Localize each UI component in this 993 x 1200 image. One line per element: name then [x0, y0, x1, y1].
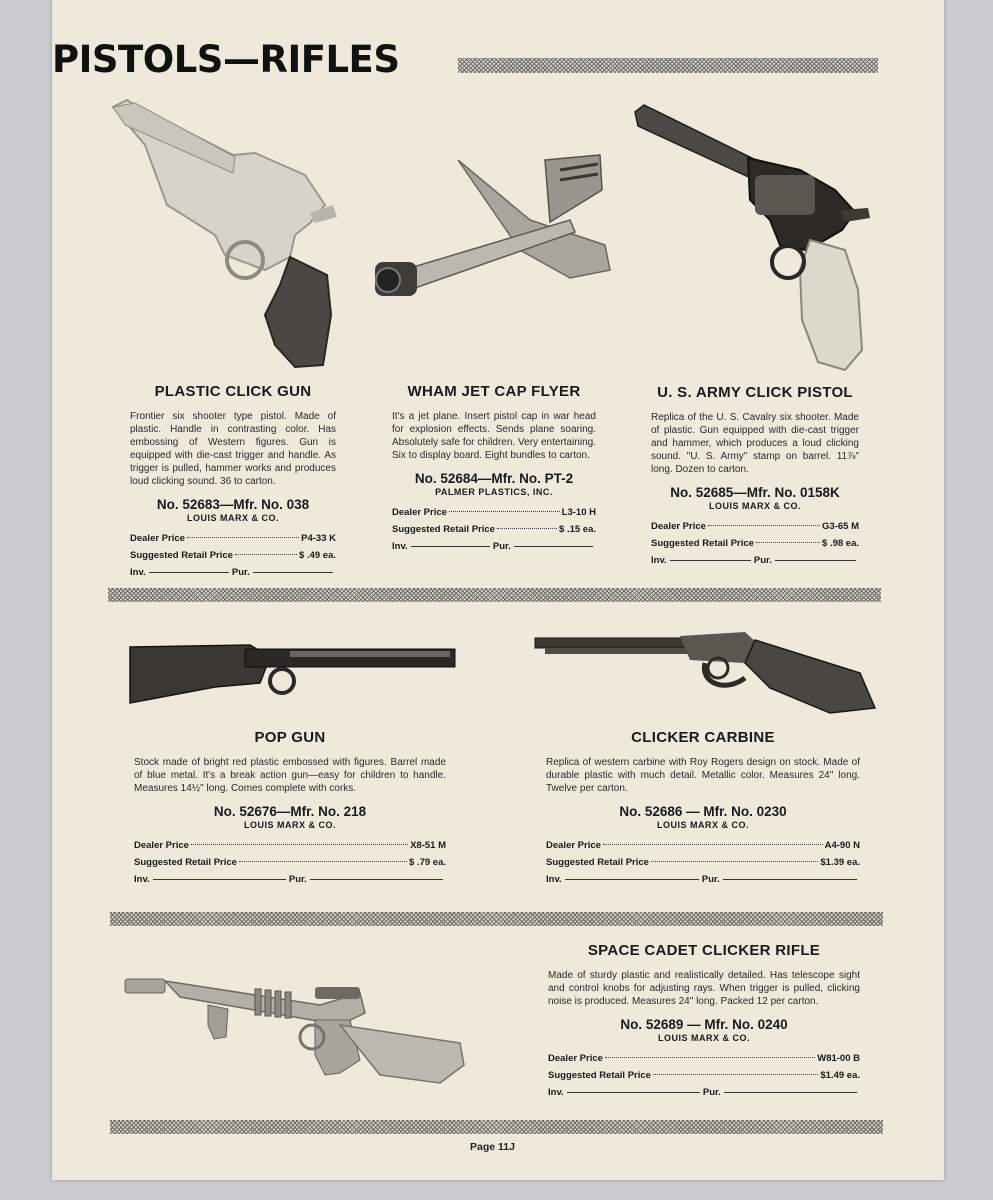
pop-gun-image — [120, 635, 460, 710]
dealer-price: W81-00 B — [817, 1053, 860, 1064]
product-name: U. S. ARMY CLICK PISTOL — [657, 384, 853, 401]
manufacturer: LOUIS MARX & CO. — [186, 513, 279, 523]
clicker-carbine-image — [530, 628, 880, 718]
revolver-icon — [635, 105, 870, 370]
us-army-click-pistol-image — [630, 100, 875, 375]
carbine-icon — [130, 645, 455, 703]
retail-price-row: Suggested Retail Price $ .15 ea. — [392, 524, 596, 535]
carbine-icon — [535, 632, 875, 713]
product-number: No. 52676—Mfr. No. 218 — [213, 804, 367, 819]
inventory-row: Inv. Pur. — [651, 555, 859, 570]
product-description: It's a jet plane. Insert pistol cap in war head for explosion effects. Sends plane soaring. Absolutely safe for children. Very entertaining. Six to display board. Eight bundles to carton. — [392, 411, 596, 461]
manufacturer: PALMER PLASTICS, INC. — [435, 487, 553, 497]
product-number: No. 52685—Mfr. No. 0158K — [670, 485, 840, 500]
retail-price-row: Suggested Retail Price $1.49 ea. — [548, 1070, 860, 1081]
retail-price: $ .49 ea. — [299, 550, 336, 561]
product-us-army-click-pistol — [651, 384, 859, 570]
title-divider — [458, 58, 878, 73]
dealer-price: G3-65 M — [822, 521, 859, 532]
inventory-row: Inv. Pur. — [546, 874, 860, 889]
product-name: POP GUN — [254, 729, 326, 746]
product-space-cadet-clicker-rifle — [548, 942, 860, 1102]
retail-price: $1.49 ea. — [820, 1070, 860, 1081]
product-number: No. 52686 — Mfr. No. 0230 — [619, 804, 787, 819]
dealer-price-row: Dealer Price X8-51 M — [134, 840, 446, 851]
dealer-price-row: Dealer Price A4-90 N — [546, 840, 860, 851]
product-description: Made of sturdy plastic and realistically detailed. Has telescope sight and control knobs for adjusting rays. When trigger is pulled, clicking noise is produced. Measures 24" long. Packed 12 per carton. — [548, 970, 860, 1007]
manufacturer: LOUIS MARX & CO. — [657, 1033, 750, 1043]
dealer-price-row: Dealer Price W81-00 B — [548, 1053, 860, 1064]
retail-price: $ .79 ea. — [409, 857, 446, 868]
product-name: WHAM JET CAP FLYER — [407, 383, 581, 400]
dealer-price: P4-33 K — [301, 533, 336, 544]
dealer-price-row: Dealer Price L3-10 H — [392, 507, 596, 518]
space-cadet-clicker-rifle-image — [120, 965, 470, 1090]
product-wham-jet-cap-flyer — [392, 383, 596, 556]
retail-price: $ .15 ea. — [559, 524, 596, 535]
product-name: PLASTIC CLICK GUN — [154, 383, 312, 400]
inventory-row: Inv. Pur. — [392, 541, 596, 556]
retail-price-row: Suggested Retail Price $1.39 ea. — [546, 857, 860, 868]
retail-price-row: Suggested Retail Price $ .98 ea. — [651, 538, 859, 549]
retail-price: $1.39 ea. — [820, 857, 860, 868]
manufacturer: LOUIS MARX & CO. — [656, 820, 749, 830]
dealer-price-row: Dealer Price G3-65 M — [651, 521, 859, 532]
product-number: No. 52683—Mfr. No. 038 — [156, 497, 310, 512]
page-number: Page 11J — [470, 1141, 515, 1153]
product-clicker-carbine — [546, 729, 860, 889]
product-name: CLICKER CARBINE — [631, 729, 775, 746]
product-description: Stock made of bright red plastic embossed with figures. Barrel made of blue metal. It's a break action gun—easy for children to handle. Measures 14½" long. Comes complete with corks. — [134, 757, 446, 794]
dealer-price: X8-51 M — [410, 840, 446, 851]
product-description: Replica of the U. S. Cavalry six shooter. Made of plastic. Gun equipped with die-cast trigger and hammer, which produces a loud clicking sound. "U. S. Army" stamp on barrel. 11⅞" long. Dozen to carton. — [651, 412, 859, 475]
retail-price-row: Suggested Retail Price $ .49 ea. — [130, 550, 336, 561]
product-plastic-click-gun — [130, 383, 336, 582]
dealer-price-row: Dealer Price P4-33 K — [130, 533, 336, 544]
wham-jet-cap-flyer-image — [370, 150, 615, 310]
product-name: SPACE CADET CLICKER RIFLE — [587, 942, 821, 959]
section-divider — [110, 912, 883, 926]
retail-price: $ .98 ea. — [822, 538, 859, 549]
inventory-row: Inv. Pur. — [548, 1087, 860, 1102]
dealer-price: L3-10 H — [561, 507, 596, 518]
inventory-row: Inv. Pur. — [134, 874, 446, 889]
revolver-icon — [113, 100, 337, 367]
page-title: PISTOLS—RIFLES — [52, 38, 400, 81]
product-pop-gun — [134, 729, 446, 889]
product-number: No. 52689 — Mfr. No. 0240 — [620, 1017, 788, 1032]
section-divider — [110, 1120, 883, 1134]
manufacturer: LOUIS MARX & CO. — [708, 501, 801, 511]
section-divider — [108, 588, 881, 602]
product-number: No. 52684—Mfr. No. PT-2 — [414, 471, 574, 486]
retail-price-row: Suggested Retail Price $ .79 ea. — [134, 857, 446, 868]
product-description: Replica of western carbine with Roy Rogers design on stock. Made of durable plastic with much detail. Metallic color. Measures 24" long. Twelve per carton. — [546, 757, 860, 794]
ray-gun-icon — [125, 979, 464, 1083]
plastic-click-gun-image — [105, 95, 340, 375]
dealer-price: A4-90 N — [824, 840, 860, 851]
jet-plane-icon — [375, 155, 610, 296]
product-description: Frontier six shooter type pistol. Made of plastic. Handle in contrasting color. Has embossing of Western figures. Gun is equipped with die-cast trigger and handle. As trigger is pulled, hammer works and produces loud clicking sound. 36 to carton. — [130, 411, 336, 487]
inventory-row: Inv. Pur. — [130, 567, 336, 582]
manufacturer: LOUIS MARX & CO. — [243, 820, 336, 830]
